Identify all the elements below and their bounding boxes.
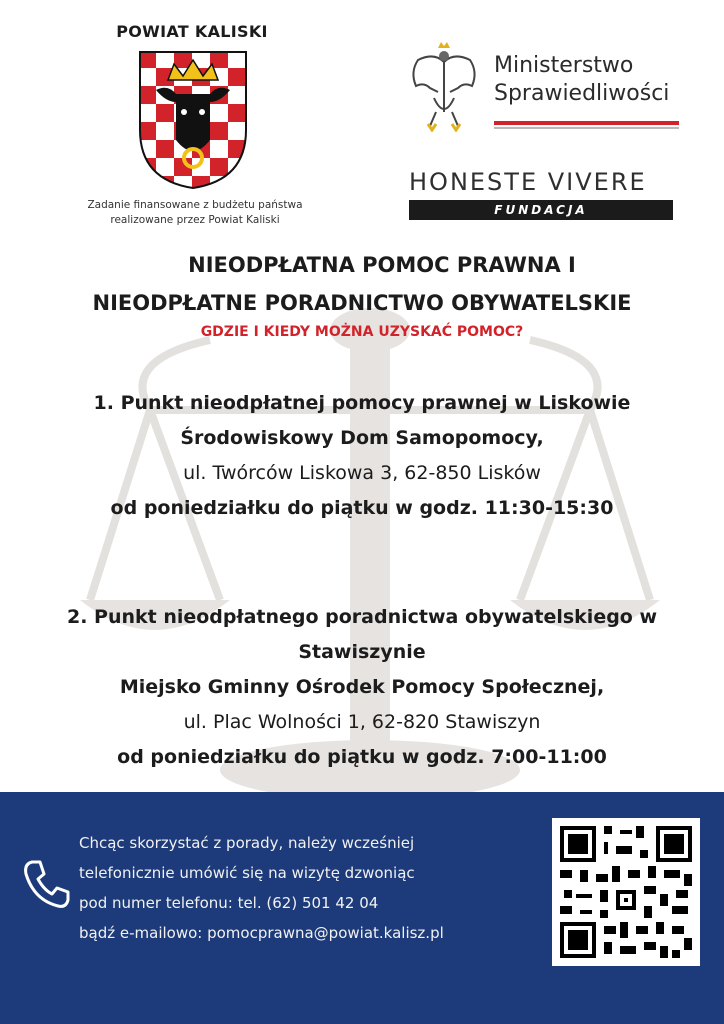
point-2-institution: Miejsko Gminny Ośrodek Pomocy Społecznej,: [119, 676, 605, 698]
main-heading: [0, 246, 724, 322]
point-1: [0, 386, 724, 526]
point-2-address: ul. Plac Wolności 1, 62-820 Stawiszyn: [183, 711, 541, 733]
powiat-block: [60, 22, 330, 226]
ministry-logo: [404, 42, 704, 142]
contact-line-1: Chcąc skorzystać z porady, należy wcześniej: [79, 834, 415, 852]
heading-line-2: NIEODPŁATNE PORADNICTWO OBYWATELSKIE: [92, 291, 632, 315]
contact-line-3: pod numer telefonu: tel. (62) 501 42 04: [79, 894, 379, 912]
coat-of-arms-icon: [138, 50, 248, 190]
heading-line-1: NIEODPŁATNA POMOC PRAWNA I: [188, 253, 576, 277]
foundation-name: HONESTE VIVERE: [409, 168, 647, 196]
contact-footer: [0, 792, 724, 1024]
point-2-title: 2. Punkt nieodpłatnego poradnictwa obywatelskiego w: [66, 606, 658, 628]
polish-eagle-icon: [404, 42, 484, 132]
funding-line-2: realizowane przez Powiat Kaliski: [110, 214, 280, 226]
point-2-hours: od poniedziałku do piątku w godz. 7:00-11:00: [117, 746, 607, 768]
contact-line-4: bądź e-mailowo: pomocprawna@powiat.kalisz.pl: [79, 924, 444, 942]
point-1-title: 1. Punkt nieodpłatnej pomocy prawnej w Liskowie: [93, 392, 631, 414]
contact-line-2: telefonicznie umówić się na wizytę dzwoniąc: [79, 864, 415, 882]
funding-line-1: Zadanie finansowane z budżetu państwa: [87, 199, 303, 211]
ministry-line-2: Sprawiedliwości: [494, 81, 670, 106]
point-1-institution: Środowiskowy Dom Samopomocy,: [180, 427, 544, 449]
ministry-red-bar: [494, 121, 679, 125]
point-1-address: ul. Twórców Liskowa 3, 62-850 Lisków: [183, 462, 541, 484]
qr-code-icon: [552, 818, 700, 966]
point-2-title-cont: Stawiszynie: [298, 641, 426, 663]
powiat-title: POWIAT KALISKI: [116, 22, 268, 41]
contact-text: [79, 828, 444, 948]
ministry-grey-bar: [494, 127, 679, 129]
subheading: GDZIE I KIEDY MOŻNA UZYSKAĆ POMOC?: [200, 324, 524, 340]
point-2: [0, 600, 724, 775]
ministry-line-1: Ministerstwo: [494, 53, 634, 78]
phone-icon: [18, 856, 74, 912]
funding-note: [60, 198, 330, 228]
point-1-hours: od poniedziałku do piątku w godz. 11:30-15:30: [110, 497, 614, 519]
foundation-logo: [409, 168, 675, 220]
foundation-band: FUNDACJA: [409, 200, 673, 220]
ministry-name: [494, 52, 669, 108]
